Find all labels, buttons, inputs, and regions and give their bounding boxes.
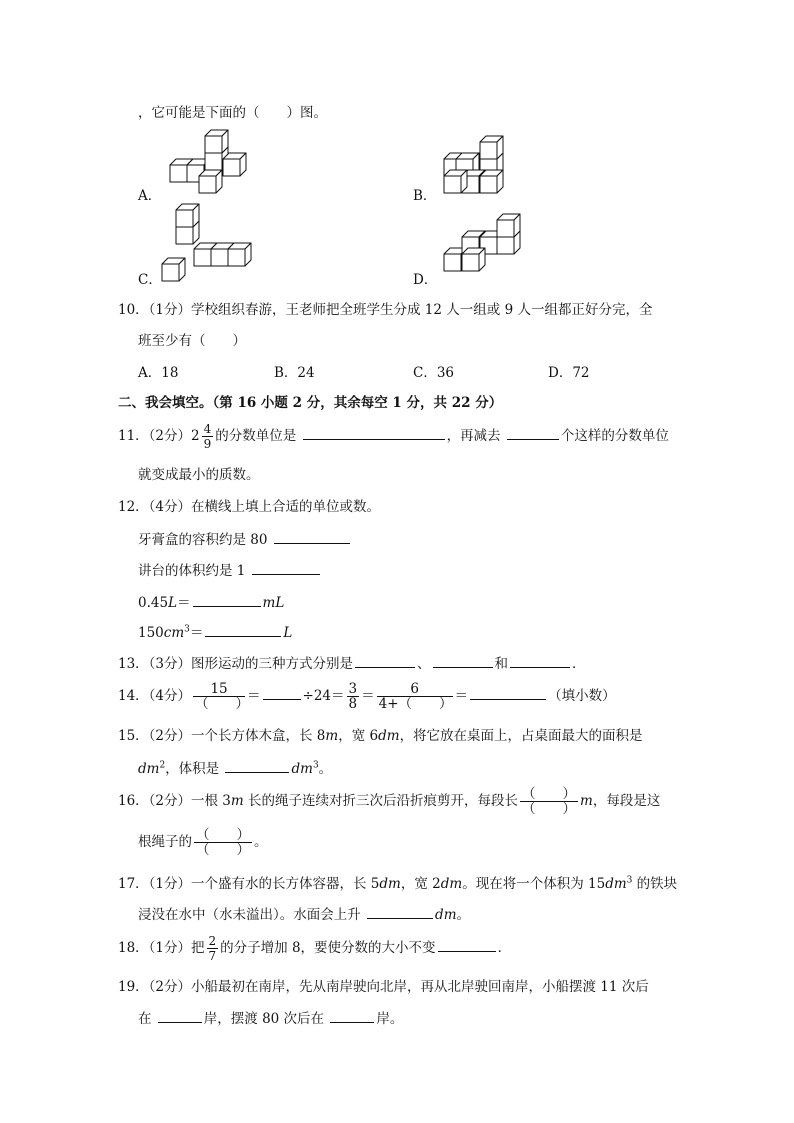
option-c-label: C． [138, 272, 162, 288]
q14-f2-num: 3 [348, 681, 358, 697]
question-19-line2 [138, 1009, 403, 1028]
q12-d-eq: ＝ [189, 625, 204, 641]
q16-f2-den: （ ） [196, 842, 250, 858]
q14-fraction-3 [377, 682, 453, 711]
cube-face [228, 249, 245, 266]
cube-face [199, 176, 216, 193]
q18-end: ． [497, 940, 512, 956]
question-18 [118, 933, 511, 963]
cube-face [497, 237, 514, 254]
q11-prefix: 11．（2分） [118, 428, 192, 444]
cube-face [205, 153, 222, 170]
question-11-line1 [118, 421, 669, 451]
cube-figure-d-shapes [444, 214, 520, 271]
q15-sup: 2 [159, 760, 166, 771]
q11-text-tail: 个这样的分数单位 [560, 428, 669, 444]
cube-face [444, 176, 461, 193]
question-12-head: 12．（4分）在横线上填上合适的单位或数。 [118, 499, 381, 515]
cube-face [480, 176, 497, 193]
q14-f1-num: 15 [193, 682, 245, 697]
q14-f3-den: 4+（ ） [378, 696, 453, 712]
q12-blank-a[interactable] [274, 530, 350, 544]
q15-unit1: m [325, 728, 339, 744]
cube-face [480, 142, 497, 159]
q15-text4: ，体积是 [165, 761, 224, 777]
q16-unit1: m [230, 793, 244, 809]
q11-blank-1[interactable] [303, 426, 445, 440]
q12-line-a [138, 530, 352, 549]
q14-eq-2: ＝ [361, 688, 375, 704]
q16-unit2: m [580, 793, 593, 809]
q19-blank-1[interactable] [158, 1009, 202, 1023]
q15-sup2: 3 [312, 760, 319, 771]
q11-blank-2[interactable] [507, 426, 559, 440]
question-11-line2: 就变成最小的质数。 [138, 467, 260, 483]
q14-fraction-1 [193, 681, 250, 712]
q13-sep2: 和 [494, 656, 509, 672]
q14-blank-2[interactable] [470, 686, 546, 700]
q14-f2-den: 8 [348, 696, 358, 712]
q16-text2: 长的绳子连续对折三次后沿折痕剪开，每段长 [243, 793, 519, 809]
q16-text1: 16．（2分）一根 3 [118, 793, 231, 809]
q14-blank-1[interactable] [263, 686, 301, 700]
q14-prefix: 14．（4分） [118, 688, 192, 704]
question-19-line1: 19．（2分）小船最初在南岸，先从南岸驶向北岸，再从北岸驶回南岸，小船摆渡 11 次后 [118, 979, 649, 995]
q12-c-unit2: mL [262, 595, 285, 611]
q12-d-unit2: L [283, 625, 293, 641]
q17-text2: ，宽 2 [400, 876, 441, 892]
question-17-line1 [118, 875, 677, 893]
q14-fraction-2 [347, 682, 360, 711]
q10-choice-c: C．36 [413, 365, 455, 381]
q10-choice-b: B．24 [274, 365, 315, 381]
q16-end: 。 [254, 834, 268, 850]
q16-f1-den: （ ） [522, 801, 577, 817]
q17-blank[interactable] [367, 905, 433, 919]
q16-fraction-2 [194, 828, 252, 857]
q12-blank-c[interactable] [193, 593, 261, 607]
cube-face [223, 159, 240, 176]
q13-blank-3[interactable] [510, 654, 570, 668]
q12-a-text: 牙膏盒的容积约是 80 [138, 532, 272, 548]
q17-text3: 。现在将一个体积为 15 [462, 876, 606, 892]
q12-c-num: 0.45 [138, 595, 169, 611]
question-10-line1: 10．（1分）学校组织春游，王老师把全班学生分成 12 人一组或 9 人一组都正好分完，全 [118, 302, 653, 318]
cube-figure-b-shapes [444, 136, 503, 193]
q17-text5: 浸没在水中（水未溢出）。水面会上升 [138, 907, 366, 923]
question-9-tail: ，它可能是下面的（ ）图。 [138, 105, 327, 121]
q11-whole: 2 [191, 428, 200, 444]
q19-text3: 岸。 [376, 1011, 404, 1027]
q11-fraction [202, 422, 214, 451]
question-16-line2 [138, 826, 268, 858]
q17-end: 。 [456, 907, 470, 923]
cube-face [176, 210, 193, 227]
cube-face [176, 227, 193, 244]
q17-unit2: dm [440, 876, 463, 892]
cube-face [205, 136, 222, 153]
q14-f1-den: （ ） [195, 696, 250, 712]
q12-c-eq: ＝ [177, 595, 191, 611]
q12-d-num: 150 [138, 625, 164, 641]
q16-text4: 根绳子的 [138, 834, 192, 850]
option-b-label: B． [413, 188, 437, 204]
cube-face [444, 254, 461, 271]
q14-eq-3: ＝ [454, 688, 469, 704]
q11-denominator: 9 [203, 437, 212, 451]
q13-sep1: 、 [417, 656, 431, 672]
option-a-label: A． [138, 188, 162, 204]
q12-line-c [138, 593, 284, 612]
q15-blank[interactable] [225, 759, 289, 773]
q14-tail: （填小数） [548, 688, 616, 704]
q12-blank-b[interactable] [252, 561, 320, 575]
q10-choice-a: A．18 [138, 365, 179, 381]
cube-face [170, 165, 187, 182]
q15-unit4: dm [291, 761, 313, 777]
q17-unit3: dm [605, 876, 627, 892]
q12-line-b [138, 561, 322, 580]
q17-unit4: dm [435, 907, 457, 923]
q12-d-sup: 3 [184, 624, 190, 635]
question-13 [118, 654, 586, 673]
q16-f2-num: （ ） [196, 827, 250, 843]
q18-blank[interactable] [438, 938, 496, 952]
q16-fraction-1 [520, 787, 578, 816]
q18-text2: 的分子增加 8，要使分数的大小不变 [220, 940, 436, 956]
q19-blank-2[interactable] [330, 1009, 374, 1023]
cube-face [211, 249, 228, 266]
q11-text-mid2: ，再减去 [446, 428, 505, 444]
q16-f1-num: （ ） [522, 786, 577, 802]
q11-numerator: 4 [203, 422, 212, 436]
q12-b-text: 讲台的体积约是 1 [138, 563, 250, 579]
cube-figure-c-shapes [162, 204, 251, 281]
q17-text1: 17．（1分）一个盛有水的长方体容器，长 5 [118, 876, 380, 892]
question-17-line2 [138, 905, 470, 924]
cube-figure-a-shapes [170, 130, 246, 193]
question-15-line2 [138, 759, 332, 778]
q13-blank-1[interactable] [355, 654, 415, 668]
cube-face [462, 254, 479, 271]
q12-d-unit1: cm [163, 625, 185, 641]
q14-div: ÷24＝ [302, 688, 345, 704]
cube-figure-a [0, 0, 794, 300]
q19-text2: 岸，摆渡 80 次后在 [203, 1011, 329, 1027]
q11-mixed-number [191, 422, 215, 451]
section-2-title: 二、我会填空。（第 16 小题 2 分，其余每空 1 分，共 22 分） [118, 395, 503, 411]
q10-choice-d: D．72 [548, 365, 590, 381]
q16-text3: ，每段是这 [592, 793, 661, 809]
cube-face [194, 249, 211, 266]
q17-sup: 3 [626, 875, 633, 886]
q11-text-mid: 的分数单位是 [215, 428, 301, 444]
question-14 [118, 680, 616, 712]
q13-text: 13．（3分）图形运动的三种方式分别是 [118, 656, 354, 672]
q18-denominator: 7 [208, 949, 217, 963]
q15-text3: ，将它放在桌面上，占桌面最大的面积是 [399, 728, 643, 744]
q17-unit1: dm [379, 876, 401, 892]
cube-face [162, 264, 179, 281]
q14-f3-num: 6 [377, 682, 453, 697]
q19-text1: 在 [138, 1011, 156, 1027]
question-10-line2: 班至少有（ ） [138, 333, 246, 349]
question-15-line1 [118, 727, 643, 745]
q15-text2: ，宽 6 [338, 728, 379, 744]
q14-eq-1: ＝ [247, 688, 261, 704]
q18-fraction [207, 934, 219, 963]
q18-numerator: 2 [208, 934, 217, 948]
q17-text4: 的铁块 [632, 876, 678, 892]
q13-blank-2[interactable] [433, 654, 493, 668]
q15-text1: 15．（2分）一个长方体木盒，长 8 [118, 728, 326, 744]
cube-face [497, 220, 514, 237]
question-16-line1 [118, 785, 660, 817]
option-d-label: D． [413, 272, 438, 288]
q15-unit2: dm [378, 728, 400, 744]
q12-line-d [138, 623, 292, 642]
q12-c-unit1: L [168, 595, 178, 611]
q13-end: ． [572, 656, 586, 672]
q15-end: 。 [318, 761, 333, 777]
q12-blank-d[interactable] [205, 623, 281, 637]
q18-text1: 18．（1分）把 [118, 940, 205, 956]
q15-unit3: dm [138, 761, 160, 777]
